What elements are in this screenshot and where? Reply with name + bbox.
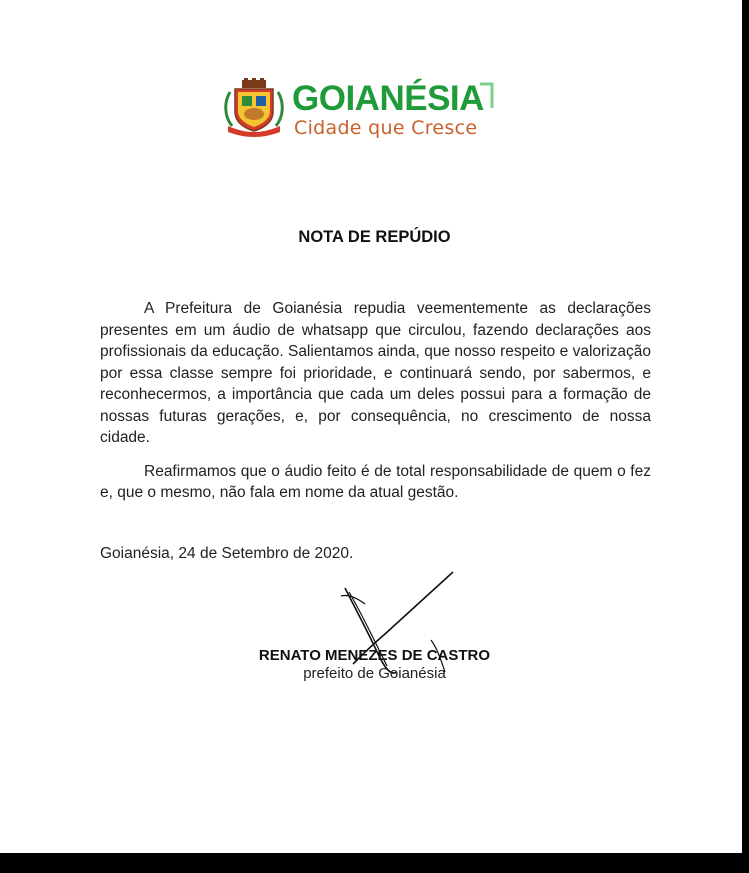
body-paragraph: A Prefeitura de Goianésia repudia veementemente as declarações presentes em um áudio de whatsapp que circulou, fazendo declarações aos profissionais da educação. Salientamos ainda, que nosso respeito e valorização por essa classe sempre foi prioridade, e continuará sendo, por sabermos, e reconhecermos, a importância que cada um deles possui para a formação de nossas futuras gerações, e, por consequência, no crescimento de nossa cidade.: [100, 300, 651, 446]
city-logo: [222, 78, 497, 144]
document-title: NOTA DE REPÚDIO: [298, 228, 451, 246]
image-border-bottom: [0, 853, 749, 873]
signatory-role: prefeito de Goianésia: [303, 665, 446, 682]
signatory-name: RENATO MENEZES DE CASTRO: [258, 647, 491, 664]
coat-of-arms-icon: [222, 78, 286, 138]
brand-tagline: Cidade que Cresce: [294, 117, 478, 139]
brand-accent-icon: [476, 80, 496, 112]
document-body: [100, 298, 651, 516]
body-paragraph: Reafirmamos que o áudio feito é de total responsabilidade de quem o fez e, que o mesmo, não fala em nome da atual gestão.: [100, 462, 651, 501]
image-border-right: [742, 0, 749, 853]
date-line: Goianésia, 24 de Setembro de 2020.: [100, 545, 354, 562]
brand-name: GOIANÉSIA: [292, 79, 484, 118]
